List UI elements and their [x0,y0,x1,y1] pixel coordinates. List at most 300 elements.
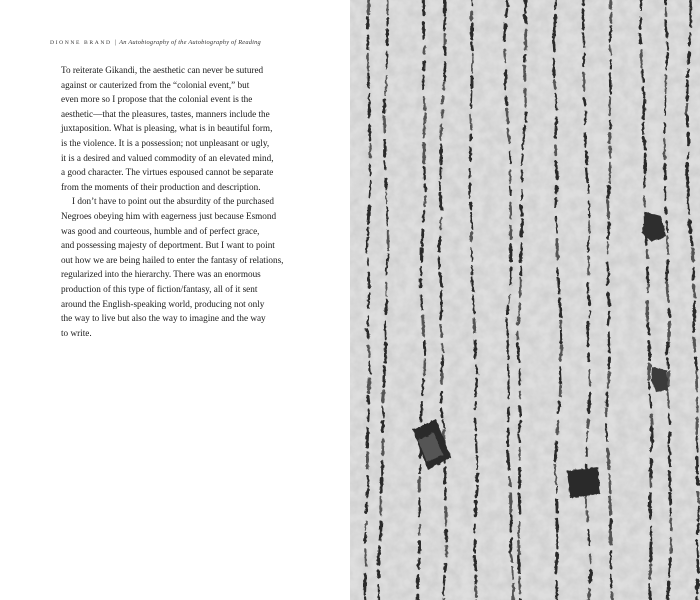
stitch-mark [507,109,508,123]
stitch-mark [556,554,557,573]
stitch-mark [607,262,608,271]
stitch-mark [664,139,665,159]
stitch-mark [557,240,558,260]
stitch-mark [476,365,477,373]
stitch-mark [384,367,385,387]
stitch-mark [696,371,697,391]
stitch-mark [609,358,610,368]
stitch-mark [521,220,522,236]
stitch-mark [665,207,666,213]
stitch-mark [470,203,471,209]
stitch-mark [693,285,695,297]
stitch-mark [669,446,670,454]
stitch-mark [424,127,425,138]
stitch-mark [667,42,669,49]
stitch-mark [650,565,651,579]
stitch-mark [440,168,441,178]
stitch-mark [555,118,556,138]
stitch-mark [697,477,698,484]
stitch-mark [667,261,668,280]
stitch-mark [587,511,588,521]
stitch-mark [438,257,439,269]
text-line: production of this type of fiction/fantasy, all of it sent [61,283,258,294]
stitch-mark [368,206,369,224]
stitch-mark [476,576,477,583]
stitch-mark [424,114,426,125]
stitch-mark [519,304,520,316]
stitch-mark [513,584,514,600]
stitch-mark [442,356,443,371]
stitch-mark [508,129,510,143]
stitch-mark [520,391,521,398]
stitch-mark [475,379,477,396]
stitch-mark [697,524,698,534]
stitch-mark [587,323,588,330]
stitch-mark [368,379,369,392]
stitch-mark [470,115,471,129]
stitch-mark [440,274,442,286]
stitch-mark [588,421,589,427]
stitch-mark [610,74,611,94]
stitch-mark [610,97,611,115]
stitch-mark [696,357,697,369]
stitch-mark [511,516,512,531]
stitch-mark [643,87,644,98]
stitch-mark [610,475,611,493]
stitch-mark [510,187,511,196]
stitch-mark [368,294,369,308]
stitch-mark [370,165,371,176]
stitch-mark [368,396,369,403]
stitch-mark [511,267,512,285]
stitch-mark [687,116,688,126]
stitch-mark [378,547,379,564]
stitch-mark [667,282,669,301]
stitch-mark [589,393,590,412]
stitch-mark [649,383,650,390]
text-line: a good character. The virtues espoused cannot be separate [61,167,274,178]
stitch-mark [691,237,693,246]
stitch-mark [606,424,607,441]
stitch-mark [520,244,521,262]
text-line: around the English-speaking world, producing not only [61,298,265,309]
stitch-mark [519,435,520,442]
stitch-mark [666,21,667,37]
stitch-mark [556,198,557,207]
running-header [50,39,340,46]
stitch-mark [518,318,519,324]
stitch-mark [640,18,641,28]
stitch-mark [444,18,445,30]
text-line: aesthetic—that the pleasures, tastes, manners include the [61,108,270,119]
stitch-mark [504,24,506,40]
stitch-mark [610,497,611,515]
stitch-mark [510,151,511,163]
text-line: juxtaposition. What is pleasing, what is in beautiful form, [61,123,273,134]
stitch-mark [647,250,648,258]
stitch-mark [440,193,441,209]
stitch-mark [476,587,477,597]
stitch-mark [609,332,610,352]
stitch-mark [608,223,609,239]
stitch-mark [419,525,420,536]
body-text [61,63,297,340]
text-line: was good and courteous, humble and of perfect grace, [61,225,260,236]
stitch-mark [524,55,525,62]
stitch-mark [445,564,446,571]
stitch-mark [650,509,651,518]
stitch-mark [554,81,555,89]
stitch-mark [365,550,366,566]
stitch-mark [689,53,690,64]
stitch-mark [440,311,441,318]
stitch-mark [610,531,611,544]
stitch-mark [651,415,652,424]
stitch-mark [440,217,441,229]
stitch-mark [443,420,444,427]
text-line: the way to live but also the way to imagine and the way [61,313,266,324]
stitch-mark [385,343,386,362]
stitch-mark [669,457,670,466]
stitch-mark [425,185,426,191]
stitch-mark [588,530,589,545]
stitch-mark [424,360,425,375]
stitch-mark [583,0,584,4]
stitch-mark [667,343,668,355]
stitch-mark [669,472,670,490]
stitch-mark [383,421,384,431]
stitch-mark [441,325,442,337]
stitch-mark [557,268,558,276]
artwork-page [350,0,700,600]
stitch-mark [589,369,590,385]
stitch-mark [687,177,688,195]
stitch-mark [554,37,555,51]
stitch-mark [650,395,651,408]
stitch-mark [387,254,388,260]
stitch-mark [518,522,519,537]
stitch-mark [508,407,509,421]
stitch-mark [669,414,670,424]
stitch-mark [519,421,520,433]
stitch-mark [382,391,383,401]
stitch-mark [697,580,698,592]
stitch-mark [446,530,447,541]
stitch-mark [608,294,609,306]
text-line: I don’t have to point out the absurdity of the purchased [72,196,274,207]
stitch-mark [611,13,612,22]
text-line: to write. [61,327,92,338]
stitch-mark [697,397,698,412]
stitch-mark [610,26,611,41]
stitch-mark [472,54,473,72]
stitch-mark [519,494,520,513]
stitch-mark [647,267,648,282]
stitch-mark [650,493,651,506]
stitch-mark [697,541,698,558]
stitch-mark [524,126,525,132]
stitch-mark [651,543,652,562]
stitch-mark [612,593,613,599]
stitch-mark [510,478,511,486]
stitch-mark [689,221,690,233]
stitch-mark [669,558,670,577]
stitch-mark [687,70,688,78]
stitch-mark [652,427,653,442]
stitch-mark [668,582,669,600]
stitch-mark [423,211,424,221]
stitch-mark [649,584,651,600]
stitch-mark [507,306,508,314]
stitch-mark [525,89,526,107]
stitch-mark [589,221,590,233]
text-line: out how we are being hailed to enter the fantasy of relations, [61,254,284,265]
stitch-mark [694,338,695,352]
stitch-mark [381,478,382,492]
stitch-mark [584,99,585,106]
stitch-mark [385,321,386,340]
stitch-mark [521,206,522,216]
stitch-mark [423,315,424,335]
stitch-mark [444,83,445,90]
stitch-mark [508,452,509,470]
stitch-mark [477,486,478,497]
stitch-mark [665,164,666,179]
abstract-artwork-image [350,0,700,600]
stitch-mark [648,284,649,292]
stitch-mark [590,554,591,564]
stitch-mark [640,35,641,44]
stitch-mark [669,322,670,339]
stitch-mark [442,344,443,352]
stitch-mark [421,402,422,420]
stitch-mark [441,409,442,417]
stitch-mark [380,522,381,539]
stitch-mark [471,91,472,108]
stitch-mark [520,407,521,416]
header-author: DIONNE BRAND [50,40,112,46]
stitch-mark [523,135,525,150]
stitch-mark [368,346,369,357]
stitch-mark [424,341,425,355]
stitch-mark [471,233,472,241]
stitch-mark [554,15,555,34]
stitch-mark [693,269,694,280]
stitch-mark [424,47,425,53]
stitch-mark [440,125,442,140]
stitch-mark [475,418,476,430]
stitch-mark [557,519,558,532]
stitch-mark [670,493,671,505]
stitch-mark [367,330,368,338]
stitch-mark [525,0,526,12]
stitch-mark [589,590,590,600]
stitch-mark [666,53,667,69]
stitch-mark [422,230,423,245]
stitch-mark [651,526,652,540]
stitch-mark [644,196,645,206]
stitch-mark [644,138,645,149]
stitch-mark [583,54,584,66]
stitch-mark [607,274,609,286]
stitch-mark [586,169,587,182]
stitch-mark [608,187,609,198]
stitch-mark [378,571,379,577]
stitch-mark [558,278,559,293]
stitch-mark [583,33,584,47]
stitch-mark [369,361,370,372]
stitch-mark [474,319,475,333]
stitch-mark [419,499,420,517]
stitch-mark [608,201,609,219]
stitch-mark [689,34,690,45]
stitch-mark [694,302,695,321]
stitch-mark [585,112,586,125]
stitch-mark [386,263,387,275]
stitch-mark [690,0,691,7]
stitch-mark [445,0,446,15]
text-line: and possessing majesty of deportment. But I want to point [61,240,275,251]
text-line: is the violence. It is a possession; not unpleasant or ugly, [61,137,270,148]
stitch-mark [525,16,526,22]
stitch-mark [668,372,669,386]
stitch-mark [519,556,520,572]
text-line: from the moments of their production and description. [61,181,261,192]
header-separator: | [114,39,117,46]
stitch-mark [445,48,446,55]
stitch-mark [521,191,522,201]
stitch-mark [477,473,478,481]
stitch-mark [641,0,642,10]
stitch-mark [506,9,507,17]
stitch-mark [686,105,687,115]
stitch-mark [590,571,591,582]
stitch-mark [368,0,369,14]
stitch-mark [510,538,512,552]
stitch-mark [365,533,366,542]
stitch-mark [367,258,368,265]
stitch-mark [560,346,562,361]
stitch-mark [507,0,508,6]
stitch-mark [508,429,509,446]
stitch-mark [649,365,650,380]
stitch-mark [367,489,368,496]
stitch-mark [584,73,585,90]
text-line: it is a desired and valued commodity of an elevated mind, [61,152,274,163]
stitch-mark [555,94,556,110]
stitch-mark [365,574,366,594]
stitch-mark [367,237,368,253]
stitch-mark [504,49,505,62]
stitch-mark [644,176,645,188]
stitch-mark [693,249,694,260]
stitch-mark [560,367,561,384]
stitch-mark [439,237,440,251]
stitch-mark [587,431,588,441]
stitch-mark [641,50,642,67]
stitch-mark [445,63,446,80]
stitch-mark [667,359,668,368]
stitch-mark [370,145,371,158]
stitch-mark [558,403,559,414]
stitch-mark [589,296,590,305]
stitch-mark [471,43,472,50]
stitch-mark [508,340,509,359]
stitch-mark [475,435,476,441]
stitch-mark [588,236,589,252]
stitch-mark [642,70,643,82]
stitch-mark [368,228,369,235]
text-line: even more so I propose that the colonial event is the [61,94,253,105]
text-line: Negroes obeying him with eagerness just because Esmond [61,210,277,221]
paragraph-1 [61,63,297,194]
stitch-mark [556,162,557,179]
stitch-mark [688,133,689,145]
stitch-mark [475,501,476,515]
stitch-mark [387,0,388,14]
stitch-mark [610,519,611,529]
stitch-mark [608,372,610,388]
stitch-mark [506,97,507,105]
stitch-mark [369,125,370,140]
stitch-mark [643,100,644,119]
stitch-mark [526,112,527,121]
stitch-mark [368,476,369,487]
stitch-mark [441,392,442,403]
stitch-mark [648,323,649,335]
stitch-mark [476,443,477,453]
stitch-mark [667,236,668,254]
stitch-mark [669,433,670,443]
stitch-mark [557,422,558,434]
stitch-mark [586,152,587,164]
stitch-mark [698,561,699,572]
stitch-mark [442,110,443,118]
paragraph-2 [61,194,297,340]
stitch-mark [386,300,387,313]
stitch-mark [386,179,387,189]
stitch-mark [471,212,472,228]
stitch-mark [368,53,369,70]
stitch-mark [698,507,699,521]
stitch-mark [386,192,387,204]
stitch-mark [651,445,652,452]
stitch-mark [366,503,367,513]
stitch-mark [511,555,512,562]
stitch-mark [421,295,422,309]
stitch-mark [607,393,608,406]
stitch-mark [423,23,424,39]
stitch-mark [667,221,668,232]
stitch-mark [518,343,519,361]
stitch-mark [475,402,476,410]
stitch-mark [424,196,425,205]
stitch-mark [368,74,369,88]
stitch-mark [472,278,473,291]
stitch-mark [384,100,385,112]
stitch-mark [442,97,443,103]
dark-patch [567,467,600,498]
stitch-mark [420,465,421,473]
stitch-mark [555,442,557,460]
stitch-mark [511,494,512,514]
stitch-mark [669,309,670,316]
stitch-mark [422,380,423,395]
text-line: To reiterate Gikandi, the aesthetic can never be sutured [61,65,264,75]
stitch-mark [505,70,506,88]
stitch-mark [474,525,475,533]
stitch-mark [651,460,652,477]
